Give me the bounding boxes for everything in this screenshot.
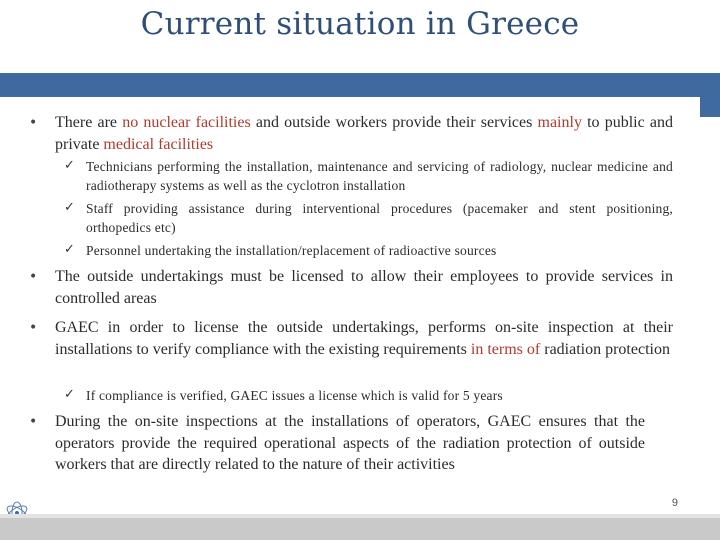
- footer-bar: [0, 518, 720, 540]
- sub-item-1-2: Staff providing assistance during interventional procedures (pacemaker and stent positioning, orthopedics etc): [86, 201, 673, 235]
- check-icon: ✓: [64, 200, 75, 215]
- bullet-3-part: GAEC in order to license the outside undertakings, performs on-site inspection at their installations to verify compliance with the existing requirements: [55, 319, 673, 358]
- bullet-2-text: The outside undertakings must be licensed to allow their employees to provide services in controlled areas: [55, 268, 673, 307]
- bullet-3-text: [55, 317, 673, 360]
- bullet-1-part: There are: [55, 114, 123, 131]
- bullet-marker: •: [29, 269, 38, 285]
- bullet-4-text: During the on-site inspections at the installations of operators, GAEC ensures that the operators provide the required operational aspects of the radiation protection of outside workers that are directly related to the nature of their activities: [55, 413, 645, 473]
- check-icon: ✓: [64, 387, 75, 402]
- bullet-1-highlight: medical facilities: [103, 135, 214, 153]
- bullet-1-highlight: mainly: [537, 114, 582, 131]
- bullet-marker: •: [29, 414, 38, 430]
- bullet-1-part: and outside workers provide their services: [250, 114, 538, 131]
- sub-item-1-1: Technicians performing the installation, maintenance and servicing of radiology, nuclear medicine and radiotherapy systems as well as the cyclotron installation: [86, 159, 673, 193]
- page-number: 9: [671, 497, 678, 509]
- bullet-1-text: [55, 112, 673, 155]
- check-icon: ✓: [64, 242, 75, 257]
- slide-title: Current situation in Greece: [140, 6, 580, 42]
- bullet-1-part: to public and private: [55, 114, 673, 153]
- check-icon: ✓: [64, 158, 75, 173]
- bullet-3-part: radiation protection: [540, 340, 670, 358]
- bullet-1-highlight: no nuclear facilities: [122, 114, 251, 131]
- bullet-marker: •: [29, 320, 38, 336]
- sub-item-1-3: Personnel undertaking the installation/replacement of radioactive sources: [86, 243, 497, 258]
- sub-item-3-1: If compliance is verified, GAEC issues a license which is valid for 5 years: [86, 388, 503, 403]
- bullet-marker: •: [29, 115, 38, 131]
- bullet-3-highlight: in terms of: [470, 340, 541, 358]
